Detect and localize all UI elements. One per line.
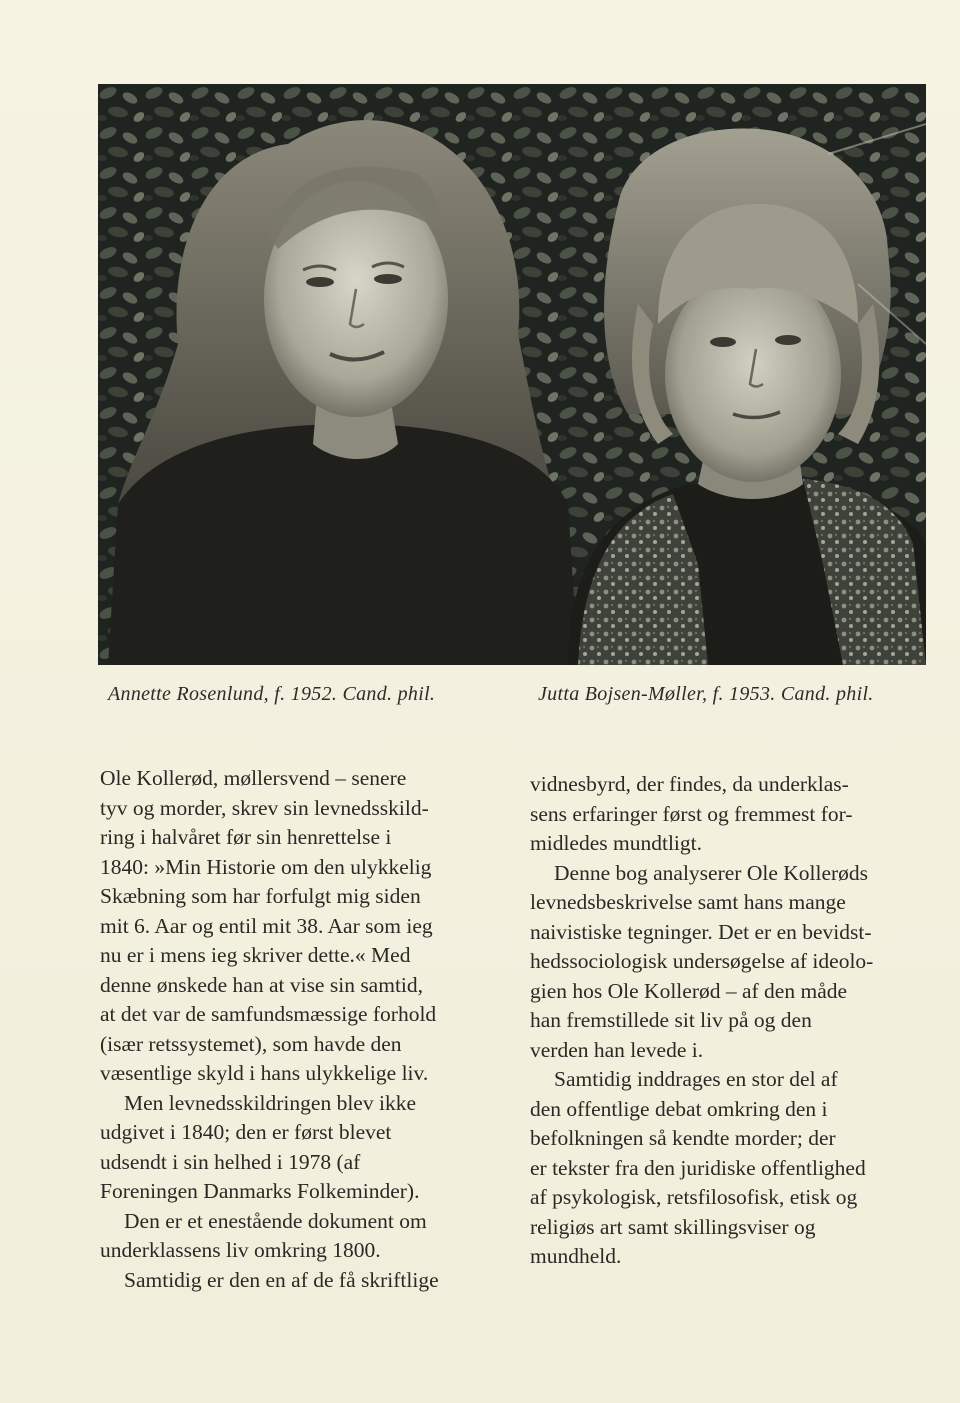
text-line: 1840: »Min Historie om den ulykkelig: [100, 854, 432, 879]
text-line: den offentlige debat omkring den i: [530, 1096, 828, 1121]
text-line: Ole Kollerød, møllersvend – senere: [100, 766, 407, 790]
text-line: midledes mundtligt.: [530, 831, 702, 855]
text-line: denne ønskede han at vise sin samtid,: [100, 972, 424, 997]
text-line: ring i halvåret før sin henrettelse i: [100, 825, 392, 849]
text-line: tyv og morder, skrev sin levnedsskild-: [100, 795, 429, 820]
blurb-column-left: [100, 764, 500, 1295]
text-line: levnedsbeskrivelse samt hans mange: [530, 890, 846, 914]
text-line: af psykologisk, retsfilosofisk, etisk og: [530, 1185, 858, 1209]
text-line: Denne bog analyserer Ole Kollerøds: [554, 860, 869, 885]
text-line: væsentlige skyld i hans ulykkelige liv.: [100, 1061, 429, 1085]
text-line: underklassens liv omkring 1800.: [100, 1238, 381, 1262]
left-woman-top: [108, 424, 578, 665]
text-line: Skæbning som har forfulgt mig siden: [100, 884, 421, 908]
text-line: religiøs art samt skillingsviser og: [530, 1214, 816, 1239]
text-line: nu er i mens ieg skriver dette.« Med: [100, 943, 411, 967]
caption-right-author: Jutta Bojsen-Møller, f. 1953. Cand. phil.: [538, 683, 874, 705]
text-line: at det var de samfundsmæssige forhold: [100, 1002, 437, 1026]
author-photo-illustration: [98, 84, 926, 665]
text-line: Men levnedsskildringen blev ikke: [124, 1090, 416, 1115]
text-line: er tekster fra den juridiske offentlighed: [530, 1155, 866, 1180]
text-line: Samtidig inddrages en stor del af: [554, 1067, 838, 1091]
text-line: han fremstillede sit liv på og den: [530, 1008, 812, 1032]
text-line: Foreningen Danmarks Folkeminder).: [100, 1179, 420, 1203]
text-line: udgivet i 1840; den er først blevet: [100, 1120, 392, 1144]
caption-left-author: Annette Rosenlund, f. 1952. Cand. phil.: [108, 683, 436, 705]
text-line: Samtidig er den en af de få skriftlige: [124, 1267, 439, 1292]
text-line: verden han levede i.: [530, 1037, 704, 1062]
blurb-column-right: [530, 770, 930, 1272]
text-line: befolkningen så kendte morder; der: [530, 1126, 836, 1150]
text-line: mit 6. Aar og entil mit 38. Aar som ieg: [100, 913, 433, 938]
author-photo: [98, 84, 926, 665]
text-line: vidnesbyrd, der findes, da underklas-: [530, 772, 849, 796]
text-line: Den er et enestående dokument om: [124, 1208, 427, 1233]
text-line: (især retssystemet), som havde den: [100, 1031, 402, 1056]
text-line: naivistiske tegninger. Det er en bevidst-: [530, 919, 872, 944]
text-line: sens erfaringer først og fremmest for-: [530, 801, 853, 826]
text-line: mundheld.: [530, 1244, 622, 1268]
text-line: gien hos Ole Kollerød – af den måde: [530, 978, 848, 1003]
text-line: udsendt i sin helhed i 1978 (af: [100, 1149, 361, 1174]
text-line: hedssociologisk undersøgelse af ideolo-: [530, 949, 874, 973]
